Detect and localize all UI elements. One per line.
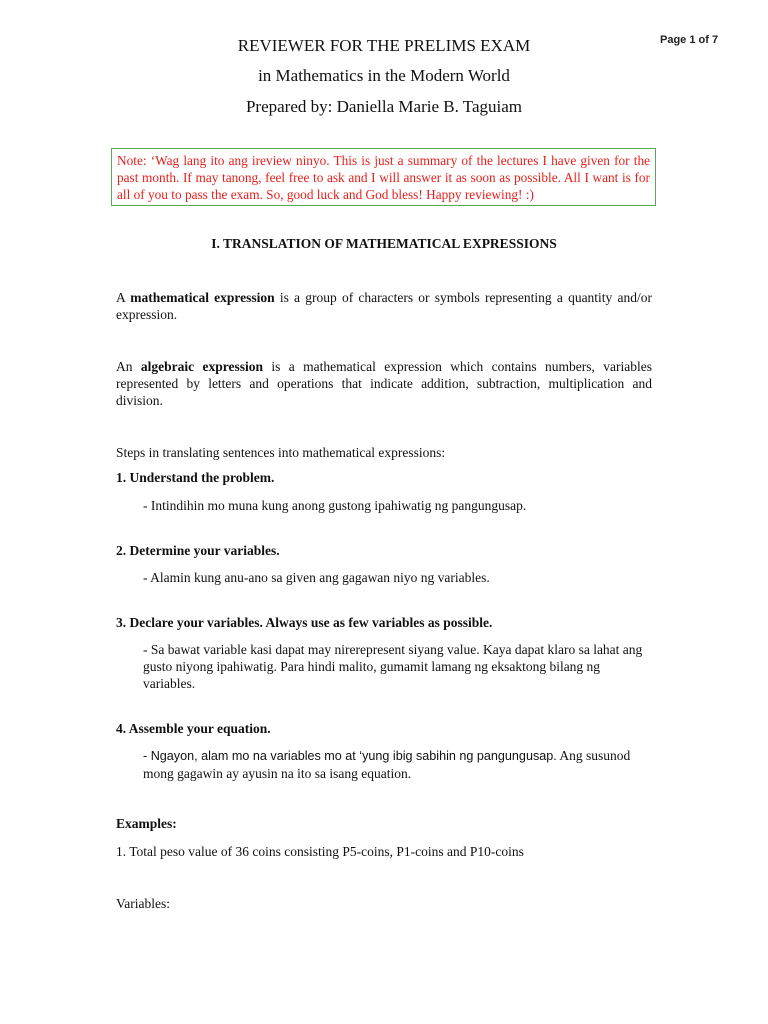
step-4-description xyxy=(143,747,652,782)
note-box xyxy=(111,148,656,206)
step-2-description: - Alamin kung anu-ano sa given ang gagawan niyo ng variables. xyxy=(143,570,490,585)
step-4-title: 4. Assemble your equation. xyxy=(116,721,271,736)
definition-text: is a mathematical expression which contains numbers, variables represented by letters and operations that indicate addition, subtraction, multiplication and division. xyxy=(116,359,652,408)
page-number: Page 1 of 7 xyxy=(660,34,719,46)
step-1-title: 1. Understand the problem. xyxy=(116,470,275,485)
math-expression-definition xyxy=(116,289,652,323)
step-2-title: 2. Determine your variables. xyxy=(116,543,280,558)
variables-label: Variables: xyxy=(116,896,170,911)
examples-heading: Examples: xyxy=(116,816,177,831)
definition-term: algebraic expression xyxy=(140,359,263,374)
step-3-description: - Sa bawat variable kasi dapat may nirerepresent siyang value. Kaya dapat klaro sa lahat ang gusto niyong ipahiwatig. Para hindi malito, gumamit lamang ng eksaktong bilang ng variables. xyxy=(143,642,643,691)
header-author: Prepared by: Daniella Marie B. Taguiam xyxy=(245,97,523,116)
step-4-description-part-b: Ang susunod mong gagawin ay ayusin na ito sa isang equation. xyxy=(143,748,631,781)
note-text: Note: ‘Wag lang ito ang ireview ninyo. This is just a summary of the lectures I have given for the past month. If may tanong, feel free to ask and I will answer it as soon as possible. All I want is for all of you to pass the exam. So, good luck and God bless! Happy reviewing! :) xyxy=(117,153,650,202)
example-1: 1. Total peso value of 36 coins consisting P5-coins, P1-coins and P10-coins xyxy=(116,844,524,859)
definition-text: is a group of characters or symbols representing a quantity and/or expression. xyxy=(116,290,652,322)
definition-prefix: A xyxy=(116,290,131,305)
step-3-title: 3. Declare your variables. Always use as few variables as possible. xyxy=(116,615,493,630)
header-subject: in Mathematics in the Modern World xyxy=(258,66,510,85)
definition-prefix: An xyxy=(116,359,141,374)
definition-term: mathematical expression xyxy=(130,290,275,305)
algebraic-expression-definition xyxy=(116,358,652,409)
header-title: REVIEWER FOR THE PRELIMS EXAM xyxy=(237,36,531,55)
steps-intro: Steps in translating sentences into mathematical expressions: xyxy=(116,445,446,460)
step-1-description: - Intindihin mo muna kung anong gustong ipahiwatig ng pangungusap. xyxy=(143,498,527,513)
section-title: I. TRANSLATION OF MATHEMATICAL EXPRESSIONS xyxy=(211,236,557,251)
step-4-description-part-a: - Ngayon, alam mo na variables mo at ‘yung ibig sabihin ng pangungusap. xyxy=(143,749,557,763)
